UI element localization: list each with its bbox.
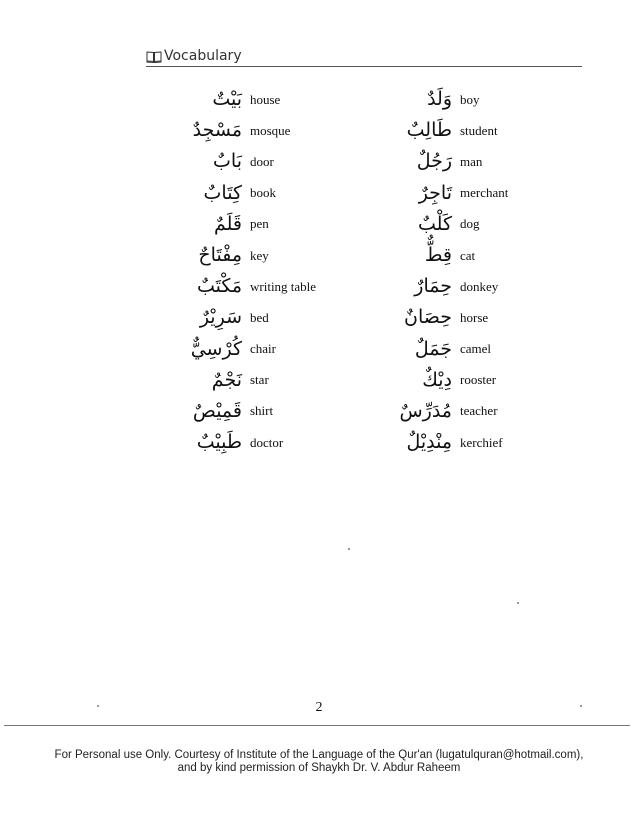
arabic-word: كُرْسِيٌّ xyxy=(190,337,242,360)
arabic-word: جَمَلٌ xyxy=(414,337,452,360)
vocab-entry xyxy=(186,178,316,209)
vocab-entry xyxy=(396,302,508,333)
scan-speck xyxy=(97,705,99,707)
arabic-word: قَلَمٌ xyxy=(213,212,242,235)
english-meaning: chair xyxy=(250,341,276,357)
scan-speck xyxy=(348,548,350,550)
vocab-entry xyxy=(396,334,508,365)
vocab-entry xyxy=(396,240,508,271)
arabic-word: حِمَارٌ xyxy=(414,275,452,298)
vocab-entry xyxy=(186,396,316,427)
english-meaning: teacher xyxy=(460,403,498,419)
english-meaning: shirt xyxy=(250,403,274,419)
english-meaning: camel xyxy=(460,341,492,357)
arabic-word: وَلَدٌ xyxy=(427,88,452,111)
english-meaning: house xyxy=(250,91,281,107)
english-meaning: book xyxy=(250,185,276,201)
english-meaning: student xyxy=(460,122,498,138)
english-meaning: bed xyxy=(250,309,269,325)
arabic-word: مَكْتَبٌ xyxy=(196,275,242,298)
vocab-entry xyxy=(186,427,316,458)
arabic-word: تَاجِرٌ xyxy=(418,181,452,204)
english-meaning: donkey xyxy=(460,278,499,294)
scan-speck xyxy=(517,602,519,604)
arabic-word: دِيْكٌ xyxy=(422,368,452,391)
arabic-word: بَابٌ xyxy=(213,150,242,173)
vocab-entry xyxy=(186,365,316,396)
arabic-word: بَيْتٌ xyxy=(212,88,242,111)
arabic-word: كَلْبٌ xyxy=(418,212,452,235)
arabic-word: حِصَانٌ xyxy=(404,306,452,329)
book-icon xyxy=(146,50,162,63)
arabic-word: مِنْدِيْلٌ xyxy=(406,431,452,454)
vocab-entry xyxy=(186,334,316,365)
english-meaning: key xyxy=(250,247,269,263)
vocab-entry xyxy=(186,271,316,302)
vocab-entry xyxy=(396,365,508,396)
english-meaning: pen xyxy=(250,216,269,232)
arabic-word: قَمِيْصٌ xyxy=(192,399,242,422)
arabic-word: طَالِبٌ xyxy=(406,119,452,142)
english-meaning: cat xyxy=(460,247,476,263)
vocab-entry xyxy=(396,271,508,302)
english-meaning: kerchief xyxy=(460,434,503,450)
vocab-entry xyxy=(186,146,316,177)
english-meaning: boy xyxy=(460,91,480,107)
footer-divider xyxy=(4,725,630,726)
english-meaning: merchant xyxy=(460,185,509,201)
vocab-column-left xyxy=(186,84,316,458)
vocab-entry xyxy=(186,115,316,146)
vocab-entry xyxy=(396,209,508,240)
english-meaning: dog xyxy=(460,216,480,232)
arabic-word: مُدَرِّسٌ xyxy=(399,399,452,422)
arabic-word: مِفْتَاحٌ xyxy=(198,244,242,267)
vocab-entry xyxy=(186,240,316,271)
footer-line-2: and by kind permission of Shaykh Dr. V. Abdur Raheem xyxy=(177,762,461,774)
scan-speck xyxy=(580,705,582,707)
footer-line-1: For Personal use Only. Courtesy of Institute of the Language of the Qur'an (lugatulquran@hotmail.com), xyxy=(54,749,584,761)
vocab-column-right xyxy=(396,84,508,458)
page-number: 2 xyxy=(315,700,323,715)
english-meaning: doctor xyxy=(250,434,284,450)
footer-note xyxy=(0,749,638,775)
english-meaning: star xyxy=(250,372,269,388)
english-meaning: man xyxy=(460,153,483,169)
vocab-entry xyxy=(396,84,508,115)
arabic-word: قِطٌّ xyxy=(424,244,452,267)
english-meaning: horse xyxy=(460,309,489,325)
page-header xyxy=(146,48,242,64)
arabic-word: سَرِيْرٌ xyxy=(199,306,242,329)
vocab-entry xyxy=(186,302,316,333)
header-title: Vocabulary xyxy=(164,48,242,64)
vocab-entry xyxy=(186,209,316,240)
arabic-word: مَسْجِدٌ xyxy=(192,119,242,142)
vocab-entry xyxy=(396,396,508,427)
arabic-word: كِتَابٌ xyxy=(203,181,242,204)
english-meaning: writing table xyxy=(250,278,317,294)
english-meaning: door xyxy=(250,153,274,169)
header-divider xyxy=(146,66,582,67)
arabic-word: نَجْمٌ xyxy=(211,368,242,391)
vocab-entry xyxy=(396,115,508,146)
english-meaning: mosque xyxy=(250,122,291,138)
arabic-word: رَجُلٌ xyxy=(416,150,452,173)
vocab-entry xyxy=(186,84,316,115)
english-meaning: rooster xyxy=(460,372,497,388)
arabic-word: طَبِيْبٌ xyxy=(196,431,242,454)
vocab-entry xyxy=(396,146,508,177)
vocab-entry xyxy=(396,178,508,209)
vocab-entry xyxy=(396,427,508,458)
